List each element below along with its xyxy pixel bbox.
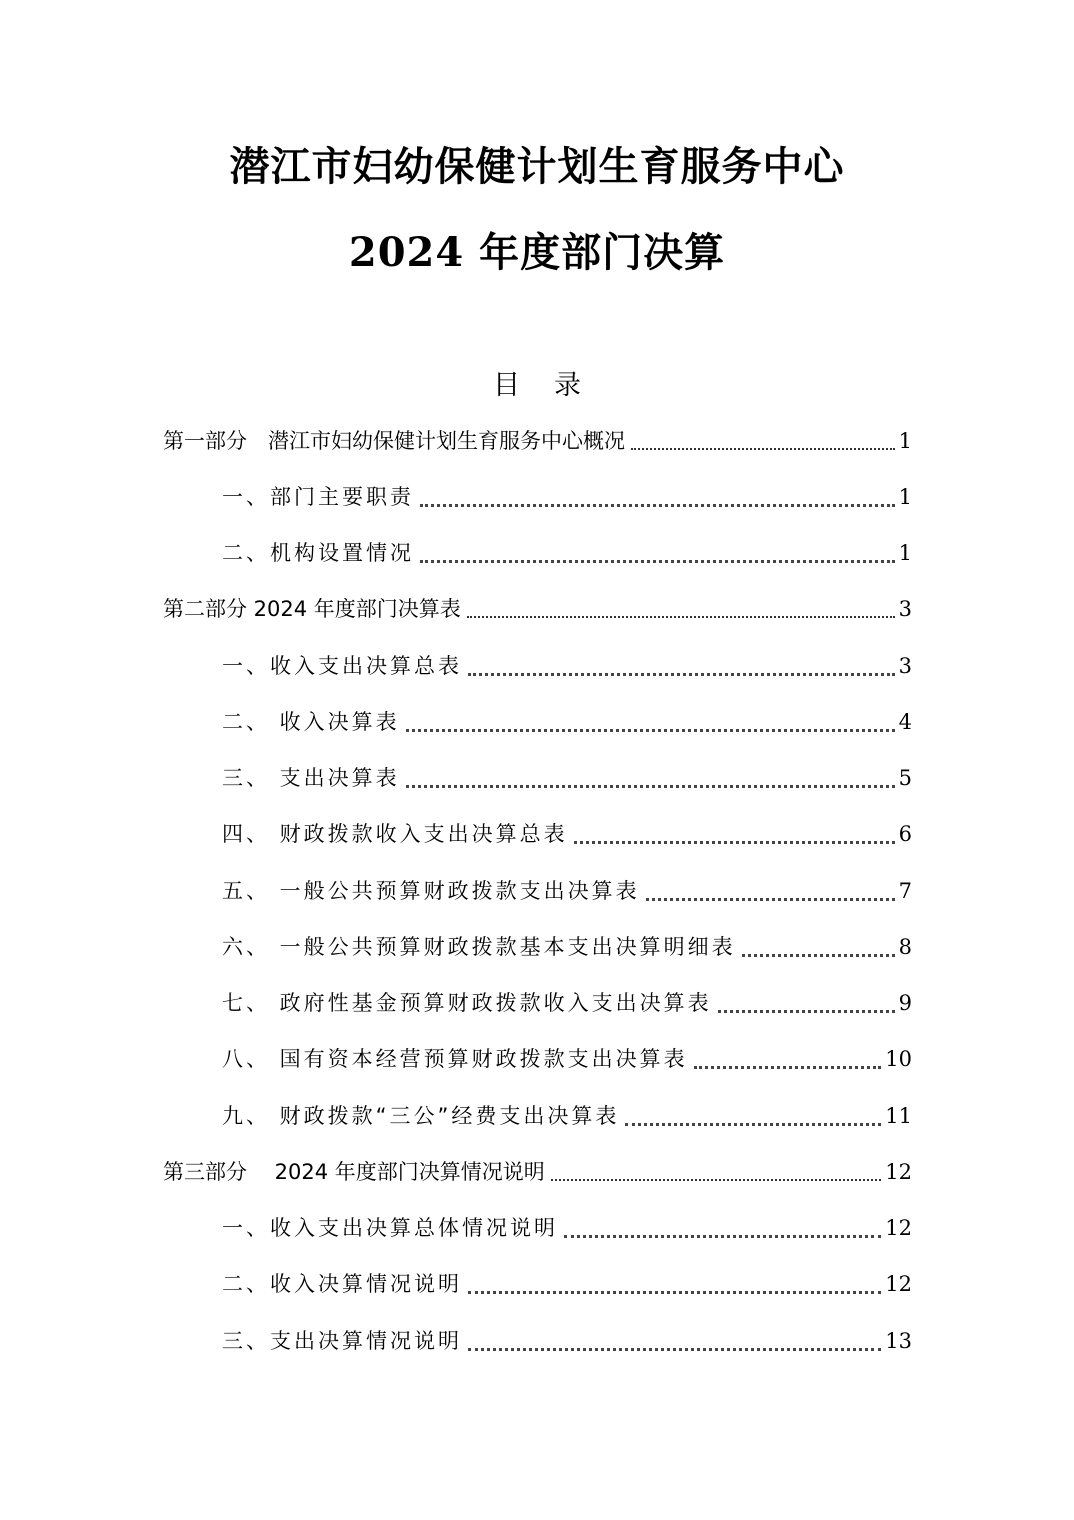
toc-entry-page: 11: [885, 1104, 912, 1128]
toc-entry[interactable]: [222, 1098, 912, 1134]
toc-entry[interactable]: [222, 985, 912, 1021]
toc-leader-dots: [694, 1066, 882, 1069]
toc-entry-label: 五、 一般公共预算财政拨款支出决算表: [222, 879, 640, 903]
toc-entry[interactable]: [222, 704, 912, 740]
toc-entry-part-1[interactable]: [163, 423, 912, 459]
toc-leader-dots: [420, 504, 895, 507]
toc-entry-page: 12: [885, 1216, 912, 1240]
toc-entry-page: 12: [885, 1160, 912, 1184]
toc-entry[interactable]: [222, 1266, 912, 1302]
toc-leader-dots: [468, 1348, 881, 1351]
toc-entry-label: 第一部分 潜江市妇幼保健计划生育服务中心概况: [163, 429, 625, 453]
toc-leader-dots: [625, 1123, 881, 1126]
toc-entry-page: 12: [885, 1272, 912, 1296]
toc-leader-dots: [406, 785, 895, 788]
toc-entry-page: 13: [885, 1329, 912, 1353]
toc-entry-label: 九、 财政拨款“三公”经费支出决算表: [222, 1104, 620, 1128]
toc-entry-part-2[interactable]: [163, 591, 912, 627]
toc-leader-dots: [564, 1235, 881, 1238]
toc-entry-label: 第二部分 2024 年度部门决算表: [163, 597, 461, 621]
toc-entry-label: 一、收入支出决算总体情况说明: [222, 1216, 558, 1240]
toc-leader-dots: [646, 898, 895, 901]
toc-entry-label: 二、机构设置情况: [222, 541, 414, 565]
toc-entry-label: 二、收入决算情况说明: [222, 1272, 462, 1296]
toc-entry-label: 二、 收入决算表: [222, 710, 400, 734]
toc-leader-dots: [631, 448, 895, 450]
toc-entry-page: 8: [898, 935, 912, 959]
toc-heading-char-2: 录: [554, 370, 581, 401]
toc-entry-label: 三、支出决算情况说明: [222, 1329, 462, 1353]
toc-leader-dots: [718, 1010, 895, 1013]
toc-entry-page: 3: [898, 597, 912, 621]
toc-leader-dots: [467, 616, 895, 618]
toc-leader-dots: [468, 673, 895, 676]
toc-leader-dots: [406, 729, 895, 732]
toc-entry[interactable]: [222, 479, 912, 515]
document-subtitle: 2024 年度部门决算: [348, 229, 726, 276]
toc-entry-label: 六、 一般公共预算财政拨款基本支出决算明细表: [222, 935, 736, 959]
toc-entry-label: 第三部分 2024 年度部门决算情况说明: [163, 1160, 545, 1184]
toc-entry[interactable]: [222, 1323, 912, 1359]
toc-entry-page: 10: [885, 1047, 912, 1071]
toc-leader-dots: [742, 954, 895, 957]
toc-leader-dots: [420, 560, 895, 563]
toc-heading-char-1: 目: [493, 370, 520, 401]
toc-entry-page: 4: [898, 710, 912, 734]
toc-entry-page: 6: [898, 822, 912, 846]
toc-entry[interactable]: [222, 929, 912, 965]
toc-leader-dots: [468, 1291, 881, 1294]
toc-entry[interactable]: [222, 1210, 912, 1246]
toc-entry[interactable]: [222, 873, 912, 909]
toc-entry-label: 三、 支出决算表: [222, 766, 400, 790]
toc-entry[interactable]: [222, 648, 912, 684]
toc-entry[interactable]: [222, 760, 912, 796]
toc-entry-part-3[interactable]: [163, 1154, 912, 1190]
toc-entry-page: 1: [898, 485, 912, 509]
toc-entry[interactable]: [222, 1041, 912, 1077]
toc-leader-dots: [551, 1179, 881, 1181]
toc-entry-page: 9: [898, 991, 912, 1015]
toc-leader-dots: [574, 841, 895, 844]
toc-entry-page: 3: [898, 654, 912, 678]
document-title: 潜江市妇幼保健计划生育服务中心: [229, 143, 845, 190]
toc-entry-label: 四、 财政拨款收入支出决算总表: [222, 822, 568, 846]
toc-entry-label: 一、部门主要职责: [222, 485, 414, 509]
toc-entry-label: 七、 政府性基金预算财政拨款收入支出决算表: [222, 991, 712, 1015]
toc-heading: [0, 366, 1074, 406]
toc-entry[interactable]: [222, 816, 912, 852]
toc-entry-page: 5: [898, 766, 912, 790]
toc-entry-page: 1: [898, 429, 912, 453]
toc-entry-page: 7: [898, 879, 912, 903]
toc-entry[interactable]: [222, 535, 912, 571]
toc-entry-page: 1: [898, 541, 912, 565]
toc-entry-label: 一、收入支出决算总表: [222, 654, 462, 678]
toc-entry-label: 八、 国有资本经营预算财政拨款支出决算表: [222, 1047, 688, 1071]
